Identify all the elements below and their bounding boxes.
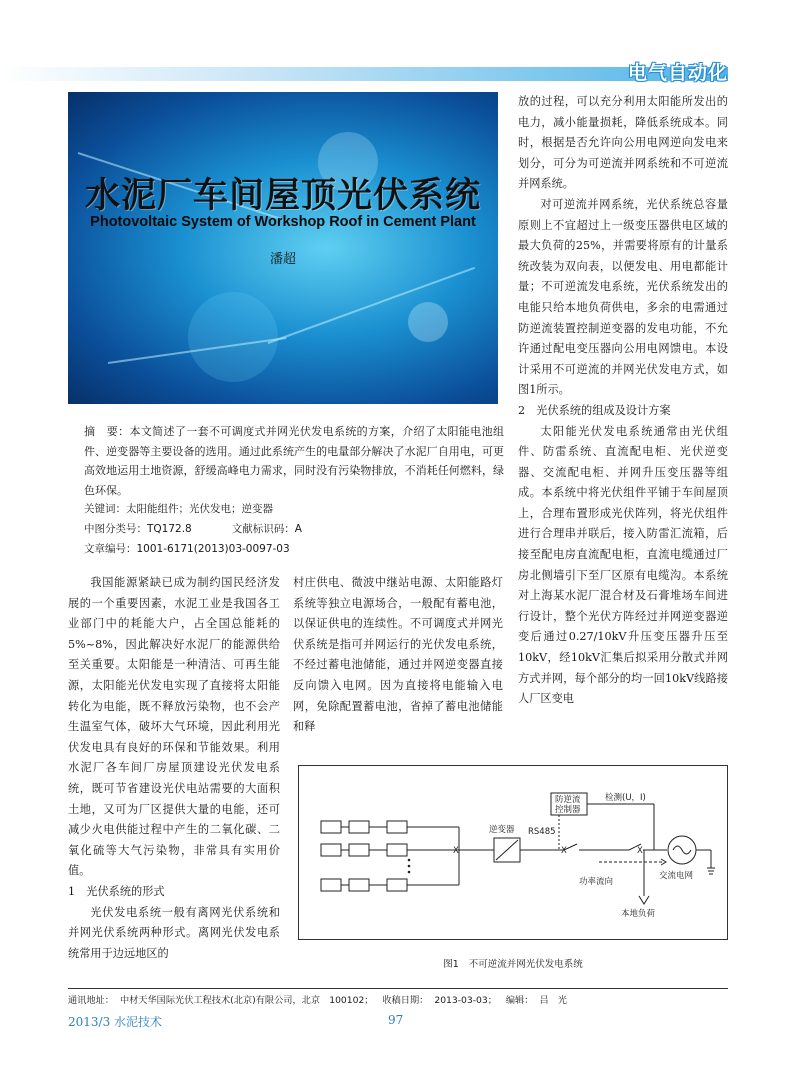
article-author: 潘超 [269, 252, 296, 267]
keywords-label: 关键词： [84, 503, 126, 516]
doc-code-label: 文献标识码： [231, 522, 295, 535]
abstract-text: 本文简述了一套不可调度式并网光伏发电系统的方案，介绍了太阳能电池组件、逆变器等主要设备的选用。通过此系统产生的电量部分解决了水泥厂自用电，可更高效地运用土地资源，舒缓高峰电力需求，同时没有污染物排放，不消耗任何燃料，绿色环保。 [84, 425, 505, 497]
received-label: 收稿日期： [382, 995, 429, 1006]
ac-wave [673, 846, 691, 854]
paragraph: 光伏发电系统一般有离网光伏系统和并网光伏系统两种形式。离网光伏发电系统常用于边远地区的 [68, 905, 280, 960]
address: 中材天华国际光伏工程技术(北京)有限公司，北京 100102； [119, 995, 374, 1006]
ac-grid-label: 交流电网 [659, 871, 694, 881]
pv-module [321, 844, 341, 856]
load-arrow [639, 896, 649, 904]
detect-label: 检测(U，I) [605, 793, 646, 803]
switch-mark: X [453, 846, 459, 856]
footer-divider [68, 988, 728, 989]
page-number: 97 [388, 1013, 404, 1027]
paragraph: 我国能源紧缺已成为制约国民经济发展的一个重要因素，水泥工业是我国各工业部门中的耗能大户，占全国总能耗的5%~8%，因此解决好水泥厂的能源供给至关重要。太阳能是一种清洁、可再生能源，太阳能光伏发电实现了直接将太阳能转化为电能，既不释放污染物，也不会产生温室气体，破坏大气环境，因此利用光伏发电具有良好的环保和节能效果。利用水泥厂各车间厂房屋顶建设光伏发电系统，既可节省建设光伏电站需要的大面积土地，又可为厂区提供大量的电能，还可减少火电供能过程中产生的二氧化碳、二氧化硫等大气污染物，非常具有实用价值。 [68, 576, 280, 878]
pv-module [349, 844, 369, 856]
abstract-block [84, 422, 504, 559]
keywords-text: 太阳能组件；光伏发电；逆变器 [126, 503, 273, 516]
pv-module [321, 821, 341, 833]
figure-caption [298, 956, 728, 970]
right-column-top [518, 92, 728, 710]
article-no-value: 1001-6171(2013)03-0097-03 [136, 542, 290, 555]
pv-module [387, 821, 407, 833]
local-load-label: 本地负荷 [621, 909, 656, 919]
pv-module [387, 844, 407, 856]
article-title: 水泥厂车间屋顶光伏系统 [84, 176, 481, 216]
classification [84, 520, 504, 540]
anti-reverse-label-1: 防逆流 [555, 795, 581, 805]
inverter-label: 逆变器 [489, 825, 515, 835]
power-flow-label: 功率流向 [579, 877, 614, 887]
inverter-slash [496, 840, 518, 860]
journal-issue: 2013/3 水泥技术 [68, 1015, 163, 1029]
editor-name: 吕 光 [539, 995, 567, 1006]
section-heading: 1 光伏系统的形式 [68, 884, 165, 898]
paragraph: 对可逆流并网系统，光伏系统总容量原则上不宜超过上一级变压器供电区域的最大负荷的25%，并需要将原有的计量系统改装为双向表，以便发电、用电都能计量；不可逆流发电系统，光伏系统发出的电能只给本地负荷供电，多余的电需通过防逆流装置控制逆变器的发电功能，不允许通过配电变压器向公用电网馈电。本设计采用不可逆流的并网光伏发电方式，如图1所示。 [518, 197, 728, 397]
footer-note [68, 992, 728, 1006]
clc-value: TQ172.8 [147, 522, 192, 535]
pv-module [387, 879, 407, 891]
keywords [84, 500, 504, 520]
article-subtitle-en: Photovoltaic System of Workshop Roof in Cement Plant [90, 214, 476, 230]
pv-row-2 [321, 844, 459, 856]
figure-1-diagram [298, 765, 728, 940]
section-tag: 电气自动化 [627, 62, 728, 84]
header-band [0, 67, 728, 81]
pv-module [349, 821, 369, 833]
pv-array [321, 793, 715, 904]
pv-module [321, 879, 341, 891]
section-heading: 2 光伏系统的组成及设计方案 [518, 403, 671, 417]
article-no-label: 文章编号： [84, 542, 137, 555]
hero-glow [188, 292, 278, 382]
received-date: 2013-03-03； [434, 995, 497, 1006]
paragraph: 村庄供电、微波中继站电源、太阳能路灯系统等独立电源场合，一般配有蓄电池，以保证供电的连续性。不可调度式并网光伏系统是指可并网运行的光伏发电系统，不经过蓄电池储能，通过并网逆变器直接反向馈入电网。因为直接将电能输入电网，免除配置蓄电池，省掉了蓄电池储能和释 [293, 576, 503, 734]
paragraph: 太阳能光伏发电系统通常由光伏组件、防雷系统、直流配电柜、光伏逆变器、交流配电柜、并网升压变压器等组成。本系统中将光伏组件平铺于车间屋顶上，合理布置形成光伏阵列，将光伏组件进行合理串并联后，接入防雷汇流箱，后接至配电房直流配电柜，直流电缆通过厂房北侧墙引下至厂区原有电缆沟。本系统对上海某水泥厂混合材及石膏堆场车间进行设计，整个光伏方阵经过并网逆变器逆变后通过0.27/10kV升压变压器升压至10kV，经10kV汇集后拟采用分散式并网方式并网，每个部分的均一回10kV线路接人厂区变电 [518, 424, 728, 706]
address-label: 通讯地址： [68, 995, 114, 1006]
abstract-label: 摘 要： [84, 425, 130, 438]
hero-glow [408, 302, 448, 342]
anti-reverse-label-2: 控制器 [555, 805, 581, 815]
pv-row-3 [321, 879, 459, 891]
clc-label: 中图分类号： [84, 522, 147, 535]
middle-column [293, 573, 503, 738]
editor-label: 编辑： [505, 995, 534, 1006]
paragraph: 放的过程，可以充分利用太阳能所发出的电力，减小能量损耗，降低系统成本。同时，根据是否允许向公用电网逆向发电来划分，可分为可逆流并网系统和不可逆流并网系统。 [518, 95, 728, 191]
doc-code-value: A [294, 522, 302, 535]
pv-row-1 [321, 821, 459, 833]
rs485-label: RS485 [528, 827, 556, 837]
pv-module [349, 879, 369, 891]
switch-mark: X [561, 846, 567, 856]
left-column [68, 573, 280, 964]
switch-mark: X [637, 846, 643, 856]
abstract [84, 422, 504, 500]
article-number [84, 540, 504, 560]
circuit-diagram [299, 766, 729, 941]
hero-banner [68, 92, 498, 404]
figure-caption-text: 不可逆流并网光伏发电系统 [468, 959, 583, 970]
dots [408, 859, 411, 874]
figure-number: 图1 [443, 959, 459, 970]
